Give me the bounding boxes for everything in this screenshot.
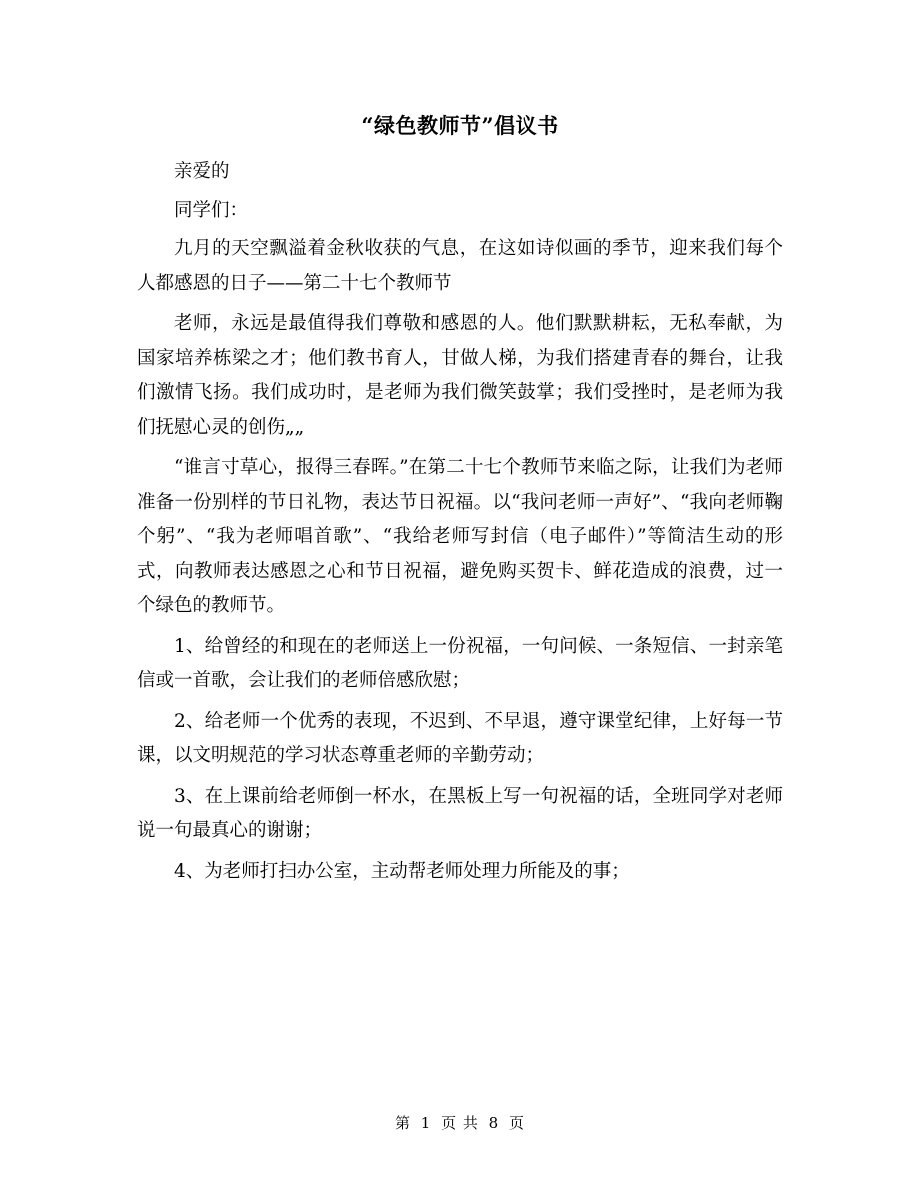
footer-prefix: 第 (394, 1114, 411, 1132)
paragraph-3: “谁言寸草心，报得三春晖。”在第二十七个教师节来临之际，让我们为老师准备一份别样的节日礼物，表达节日祝福。以“我问老师一声好”、“我向老师鞠个躬”、“我为老师唱首歌”、“我给老师写封信（电子邮件）”等简洁生动的形式，向教师表达感恩之心和节日祝福，避免购买贺卡、鲜花造成的浪费，过一个绿色的教师节。 (137, 457, 783, 616)
list-item-2: 2、给老师一个优秀的表现，不迟到、不早退，遵守课堂纪律，上好每一节课，以文明规范的学习状态尊重老师的辛勤劳动； (137, 710, 783, 766)
paragraph-1: 九月的天空飘溢着金秋收获的气息，在这如诗似画的季节，迎来我们每个人都感恩的日子——第二十七个教师节 (137, 238, 783, 294)
document-title: “绿色教师节”倡议书 (361, 113, 559, 138)
footer-page-number: 1 (420, 1114, 432, 1132)
page-footer (0, 1113, 920, 1133)
footer-total-pages: 8 (488, 1114, 500, 1132)
footer-middle: 页 共 (441, 1114, 479, 1132)
footer-suffix: 页 (509, 1114, 526, 1132)
salutation-line-1: 亲爱的 (174, 161, 230, 182)
document-body (137, 155, 783, 895)
list-item-3: 3、在上课前给老师倒一杯水，在黑板上写一句祝福的话，全班同学对老师说一句最真心的谢谢； (137, 785, 783, 841)
list-item-4: 4、为老师打扫办公室，主动帮老师处理力所能及的事； (174, 860, 630, 882)
paragraph-2: 老师，永远是最值得我们尊敬和感恩的人。他们默默耕耘，无私奉献，为国家培养栋梁之才；他们教书育人，甘做人梯，为我们搭建青春的舞台，让我们激情飞扬。我们成功时，是老师为我们微笑鼓掌；我们受挫时，是老师为我们抚慰心灵的创伤„„ (137, 313, 783, 438)
salutation-line-2: 同学们： (174, 199, 249, 221)
list-item-1: 1、给曾经的和现在的老师送上一份祝福，一句问候、一条短信、一封亲笔信或一首歌，会让我们的老师倍感欣慰； (137, 635, 783, 691)
